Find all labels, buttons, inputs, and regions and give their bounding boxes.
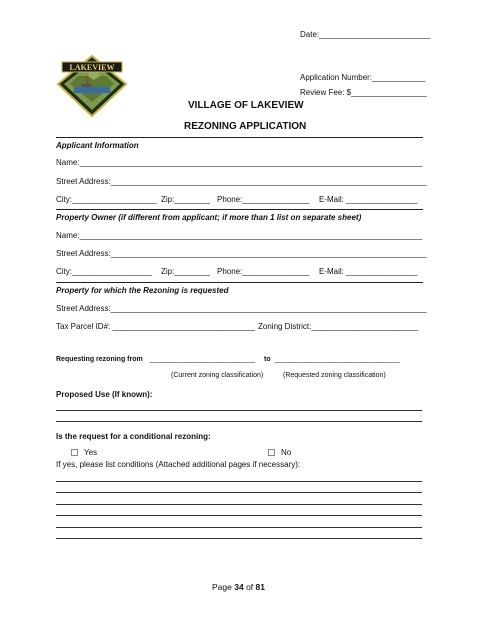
- current-zoning-field[interactable]: ___________________________: [150, 356, 256, 363]
- conditions-line[interactable]: [56, 538, 422, 539]
- logo-text: LAKEVIEW: [69, 63, 115, 72]
- page-number: [212, 582, 265, 592]
- conditions-line[interactable]: [56, 527, 422, 528]
- zoning-district-field[interactable]: Zoning District:________________________: [258, 322, 419, 331]
- conditions-prompt: If yes, please list conditions (Attached additional pages if necessary):: [56, 460, 301, 469]
- no-label: No: [281, 448, 292, 457]
- section-divider: [56, 282, 423, 283]
- requested-zoning-field[interactable]: ________________________________: [275, 356, 400, 363]
- property-street-field[interactable]: Street Address:_______________________________________________________________________: [56, 304, 427, 313]
- applicant-name-field[interactable]: Name:_____________________________________________________________________________: [56, 158, 423, 167]
- applicant-email-field[interactable]: E-Mail: ________________: [319, 195, 418, 204]
- applicant-zip-field[interactable]: Zip:________: [161, 195, 210, 204]
- section-divider: [56, 137, 423, 138]
- conditions-line[interactable]: [56, 492, 422, 493]
- current-zoning-caption: (Current zoning classification): [171, 372, 264, 379]
- conditions-line[interactable]: [56, 515, 422, 516]
- yes-checkbox[interactable]: [71, 449, 78, 456]
- applicant-street-field[interactable]: Street Address:_______________________________________________________________________: [56, 177, 427, 186]
- conditional-question: Is the request for a conditional rezoning:: [56, 432, 211, 441]
- to-label: to: [264, 356, 271, 363]
- page-prefix: Page: [212, 582, 232, 592]
- requesting-rezoning-label: Requesting rezoning from: [56, 356, 143, 363]
- owner-street-field[interactable]: Street Address:_______________________________________________________________________: [56, 249, 427, 258]
- review-fee-field[interactable]: Review Fee: $_________________: [300, 88, 427, 97]
- applicant-city-field[interactable]: City:___________________: [56, 195, 157, 204]
- proposed-use-line[interactable]: [56, 410, 422, 411]
- requested-zoning-caption: (Requested zoning classification): [283, 372, 386, 379]
- proposed-use-line[interactable]: [56, 421, 422, 422]
- page-total: 81: [255, 582, 266, 592]
- no-option[interactable]: [268, 448, 291, 457]
- application-number-field[interactable]: Application Number:____________: [300, 73, 426, 82]
- lakeview-logo: [56, 54, 128, 118]
- applicant-heading: Applicant Information: [56, 141, 139, 150]
- owner-phone-field[interactable]: Phone:_______________: [217, 267, 310, 276]
- yes-option[interactable]: [71, 448, 97, 457]
- conditions-line[interactable]: [56, 481, 422, 482]
- applicant-phone-field[interactable]: Phone:_______________: [217, 195, 310, 204]
- form-title: REZONING APPLICATION: [184, 121, 307, 132]
- owner-heading: Property Owner (if different from applicant; if more than 1 list on separate sheet): [56, 213, 362, 222]
- owner-zip-field[interactable]: Zip:________: [161, 267, 210, 276]
- owner-email-field[interactable]: E-Mail: ________________: [319, 267, 418, 276]
- tax-parcel-field[interactable]: Tax Parcel ID#: ________________________________: [56, 322, 255, 331]
- page-current: 34: [234, 582, 244, 592]
- proposed-use-label: Proposed Use (If known):: [56, 390, 153, 399]
- owner-name-field[interactable]: Name:_____________________________________________________________________________: [56, 231, 423, 240]
- no-checkbox[interactable]: [268, 449, 275, 456]
- page-of: of: [246, 582, 254, 592]
- conditions-line[interactable]: [56, 504, 422, 505]
- yes-label: Yes: [84, 448, 98, 457]
- village-title: VILLAGE OF LAKEVIEW: [188, 100, 304, 111]
- property-heading: Property for which the Rezoning is requested: [56, 286, 229, 295]
- section-divider: [56, 209, 423, 210]
- owner-city-field[interactable]: City:__________________: [56, 267, 153, 276]
- date-field[interactable]: Date:_________________________: [300, 30, 431, 39]
